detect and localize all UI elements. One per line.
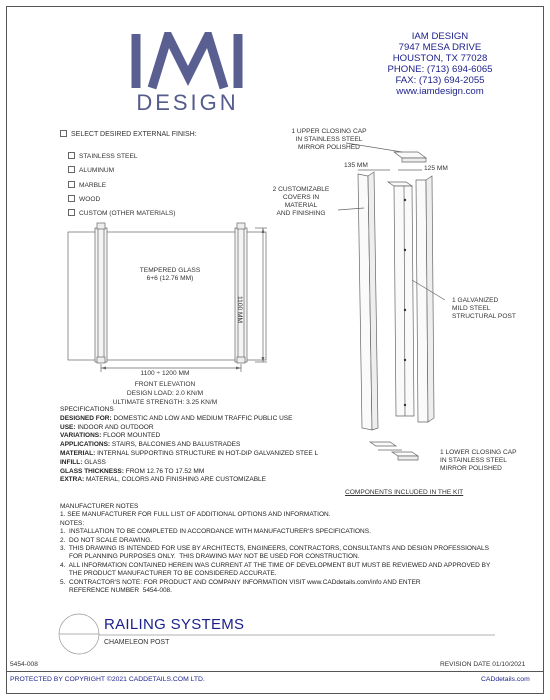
upper-cap-label: 1 UPPER CLOSING CAP IN STAINLESS STEEL MIRROR POLISHED xyxy=(291,128,367,151)
components-caption: COMPONENTS INCLUDED IN THE KIT xyxy=(345,489,464,496)
lower-cap-label: 1 LOWER CLOSING CAP IN STAINLESS STEEL MIRROR POLISHED xyxy=(440,449,517,472)
brand-link[interactable]: CADdetails.com xyxy=(481,676,530,683)
note-line: REFERENCE NUMBER 5454-008. xyxy=(60,587,172,595)
front-elevation-drawing xyxy=(55,220,285,380)
spec-row: INFILL: GLASS xyxy=(60,458,106,466)
copyright: PROTECTED BY COPYRIGHT ©2021 CADDETAILS.COM LTD. xyxy=(10,676,205,683)
spec-row: GLASS THICKNESS: FROM 12.76 TO 17.52 MM xyxy=(60,467,205,475)
glass-label: TEMPERED GLASS 6+6 (12.76 MM) xyxy=(139,267,201,282)
covers-label: 2 CUSTOMIZABLE COVERS IN MATERIAL AND FINISHING xyxy=(272,186,330,217)
mfr-note: 1. SEE MANUFACTURER FOR FULL LIST OF ADDITIONAL OPTIONS AND INFORMATION. xyxy=(60,511,331,519)
footer-divider xyxy=(6,671,544,672)
spec-row: MATERIAL: INTERNAL SUPPORTING STRUCTURE IN HOT-DIP GALVANIZED STEE L xyxy=(60,449,319,457)
company-name: IAM DESIGN xyxy=(411,31,469,42)
note-line: FOR PLANNING PURPOSES ONLY. THIS DRAWING MAY NOT BE USED FOR CONSTRUCTION. xyxy=(60,553,360,561)
width-dimension: 1100 ÷ 1200 MM xyxy=(140,370,190,377)
company-phone: PHONE: (713) 694-6065 xyxy=(387,64,493,75)
company-info xyxy=(370,31,510,97)
note-line: 3. THIS DRAWING IS INTENDED FOR USE BY ARCHITECTS, ENGINEERS, CONTRACTORS, CONSULTANTS AND DESIGN PROFESSIONALS xyxy=(60,545,489,553)
elevation-caption: FRONT ELEVATION DESIGN LOAD: 2.0 KN/M ULTIMATE STRENGTH: 3.25 KN/M xyxy=(112,381,218,406)
finish-options xyxy=(68,150,175,221)
checkbox-icon[interactable] xyxy=(68,209,75,216)
checkbox-icon[interactable] xyxy=(68,195,75,202)
finish-option[interactable]: WOOD xyxy=(68,193,175,207)
notes-title: NOTES: xyxy=(60,519,85,527)
checkbox-icon[interactable] xyxy=(68,166,75,173)
spec-row: VARIATIONS: FLOOR MOUNTED xyxy=(60,432,161,440)
dim-right: 125 MM xyxy=(424,165,448,172)
checkbox-icon[interactable] xyxy=(68,181,75,188)
company-address1: 7947 MESA DRIVE xyxy=(398,42,482,53)
note-line: THE PRODUCT MANUFACTURER TO BE CONSIDERED ACCURATE. xyxy=(60,570,277,578)
note-line: 2. DO NOT SCALE DRAWING. xyxy=(60,536,153,544)
checkbox-icon[interactable] xyxy=(68,152,75,159)
drawing-subtitle: CHAMELEON POST xyxy=(104,639,170,646)
height-dimension: 1100 MM xyxy=(236,296,243,323)
spec-row: USE: INDOOR AND OUTDOOR xyxy=(60,423,154,431)
iam-logo-mark xyxy=(130,32,245,90)
finish-option[interactable]: STAINLESS STEEL xyxy=(68,150,175,164)
company-web[interactable]: www.iamdesign.com xyxy=(396,86,484,97)
specs-title: SPECIFICATIONS xyxy=(60,406,114,413)
note-line: 1. INSTALLATION TO BE COMPLETED IN ACCORDANCE WITH MANUFACTURER'S SPECIFICATIONS. xyxy=(60,528,371,536)
finish-checkbox[interactable] xyxy=(60,130,67,137)
spec-row: EXTRA: MATERIAL, COLORS AND FINISHING ARE CUSTOMIZABLE xyxy=(60,476,266,484)
spec-row: DESIGNED FOR: DOMESTIC AND LOW AND MEDIUM TRAFFIC PUBLIC USE xyxy=(60,414,293,422)
finish-option[interactable]: CUSTOM (OTHER MATERIALS) xyxy=(68,207,175,221)
company-fax: FAX: (713) 694-2055 xyxy=(395,75,485,86)
drawing-title: RAILING SYSTEMS xyxy=(104,616,245,633)
reference-number: 5454-008 xyxy=(10,661,38,668)
notes xyxy=(60,503,500,595)
dim-left: 135 MM xyxy=(344,162,368,169)
finish-option[interactable]: MARBLE xyxy=(68,179,175,193)
post-label: 1 GALVANIZED MILD STEEL STRUCTURAL POST xyxy=(452,297,516,320)
finish-option[interactable]: ALUMINUM xyxy=(68,164,175,178)
logo-word: DESIGN xyxy=(136,90,239,115)
spec-row: APPLICATIONS: STAIRS, BALCONIES AND BALUSTRADES xyxy=(60,441,241,449)
company-address2: HOUSTON, TX 77028 xyxy=(392,53,488,64)
note-line: 5. CONTRACTOR'S NOTE: FOR PRODUCT AND COMPANY INFORMATION VISIT www.CADdetails.com/info AND ENTER xyxy=(60,578,421,586)
finish-title: SELECT DESIRED EXTERNAL FINISH: xyxy=(60,130,197,138)
company-logo xyxy=(130,32,245,114)
specifications xyxy=(60,406,360,485)
note-line: 4. ALL INFORMATION CONTAINED HEREIN WAS CURRENT AT THE TIME OF DEVELOPMENT BUT MUST BE REVIEWED AND APPROVED BY xyxy=(60,561,491,569)
mfr-notes-title: MANUFACTURER NOTES xyxy=(60,503,139,510)
revision-date: REVISION DATE 01/10/2021 xyxy=(440,661,526,668)
